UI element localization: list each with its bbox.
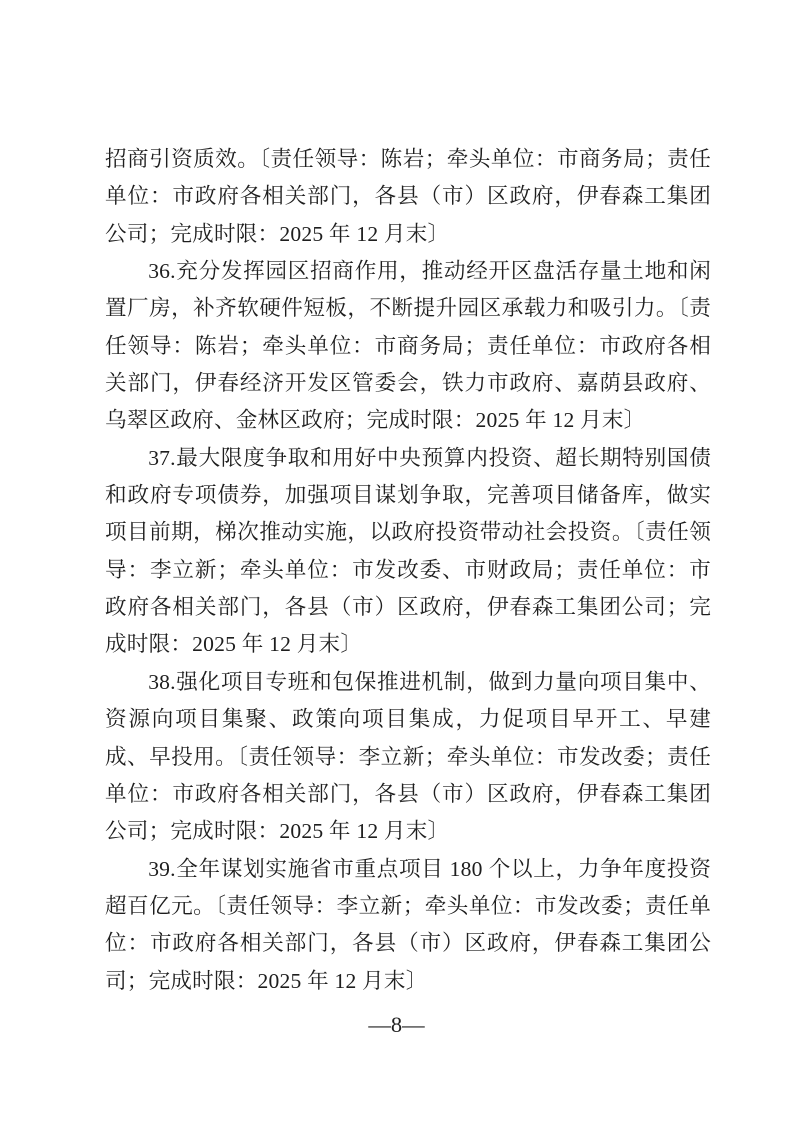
paragraph-item-37: 37.最大限度争取和用好中央预算内投资、超长期特别国债和政府专项债券，加强项目谋划争取，完善项目储备库，做实项目前期，梯次推动实施，以政府投资带动社会投资。〔责任领导：李立新；牵头单位：市发改委、市财政局；责任单位：市政府各相关部门，各县（市）区政府，伊春森工集团公司；完成时限：2025 年 12 月末〕 <box>105 445 711 657</box>
paragraph-item-36: 36.充分发挥园区招商作用，推动经开区盘活存量土地和闲置厂房，补齐软硬件短板，不断提升园区承载力和吸引力。〔责任领导：陈岩；牵头单位：市商务局；责任单位：市政府各相关部门，伊春经济开发区管委会，铁力市政府、嘉荫县政府、乌翠区政府、金林区政府；完成时限：2025 年 12 月末〕 <box>105 259 711 433</box>
paragraph-item-39: 39.全年谋划实施省市重点项目 180 个以上，力争年度投资超百亿元。〔责任领导：李立新；牵头单位：市发改委；责任单位：市政府各相关部门，各县（市）区政府，伊春森工集团公司；完成时限：2025 年 12 月末〕 <box>105 856 711 993</box>
paragraph-continuation: 招商引资质效。〔责任领导：陈岩；牵头单位：市商务局；责任单位：市政府各相关部门，各县（市）区政府，伊春森工集团公司；完成时限：2025 年 12 月末〕 <box>105 147 711 246</box>
page-number: —8— <box>368 1012 425 1037</box>
document-body <box>105 141 711 1000</box>
paragraph-item-38: 38.强化项目专班和包保推进机制，做到力量向项目集中、资源向项目集聚、政策向项目集成，力促项目早开工、早建成、早投用。〔责任领导：李立新；牵头单位：市发改委；责任单位：市政府各相关部门，各县（市）区政府，伊春森工集团公司；完成时限：2025 年 12 月末〕 <box>105 669 711 844</box>
